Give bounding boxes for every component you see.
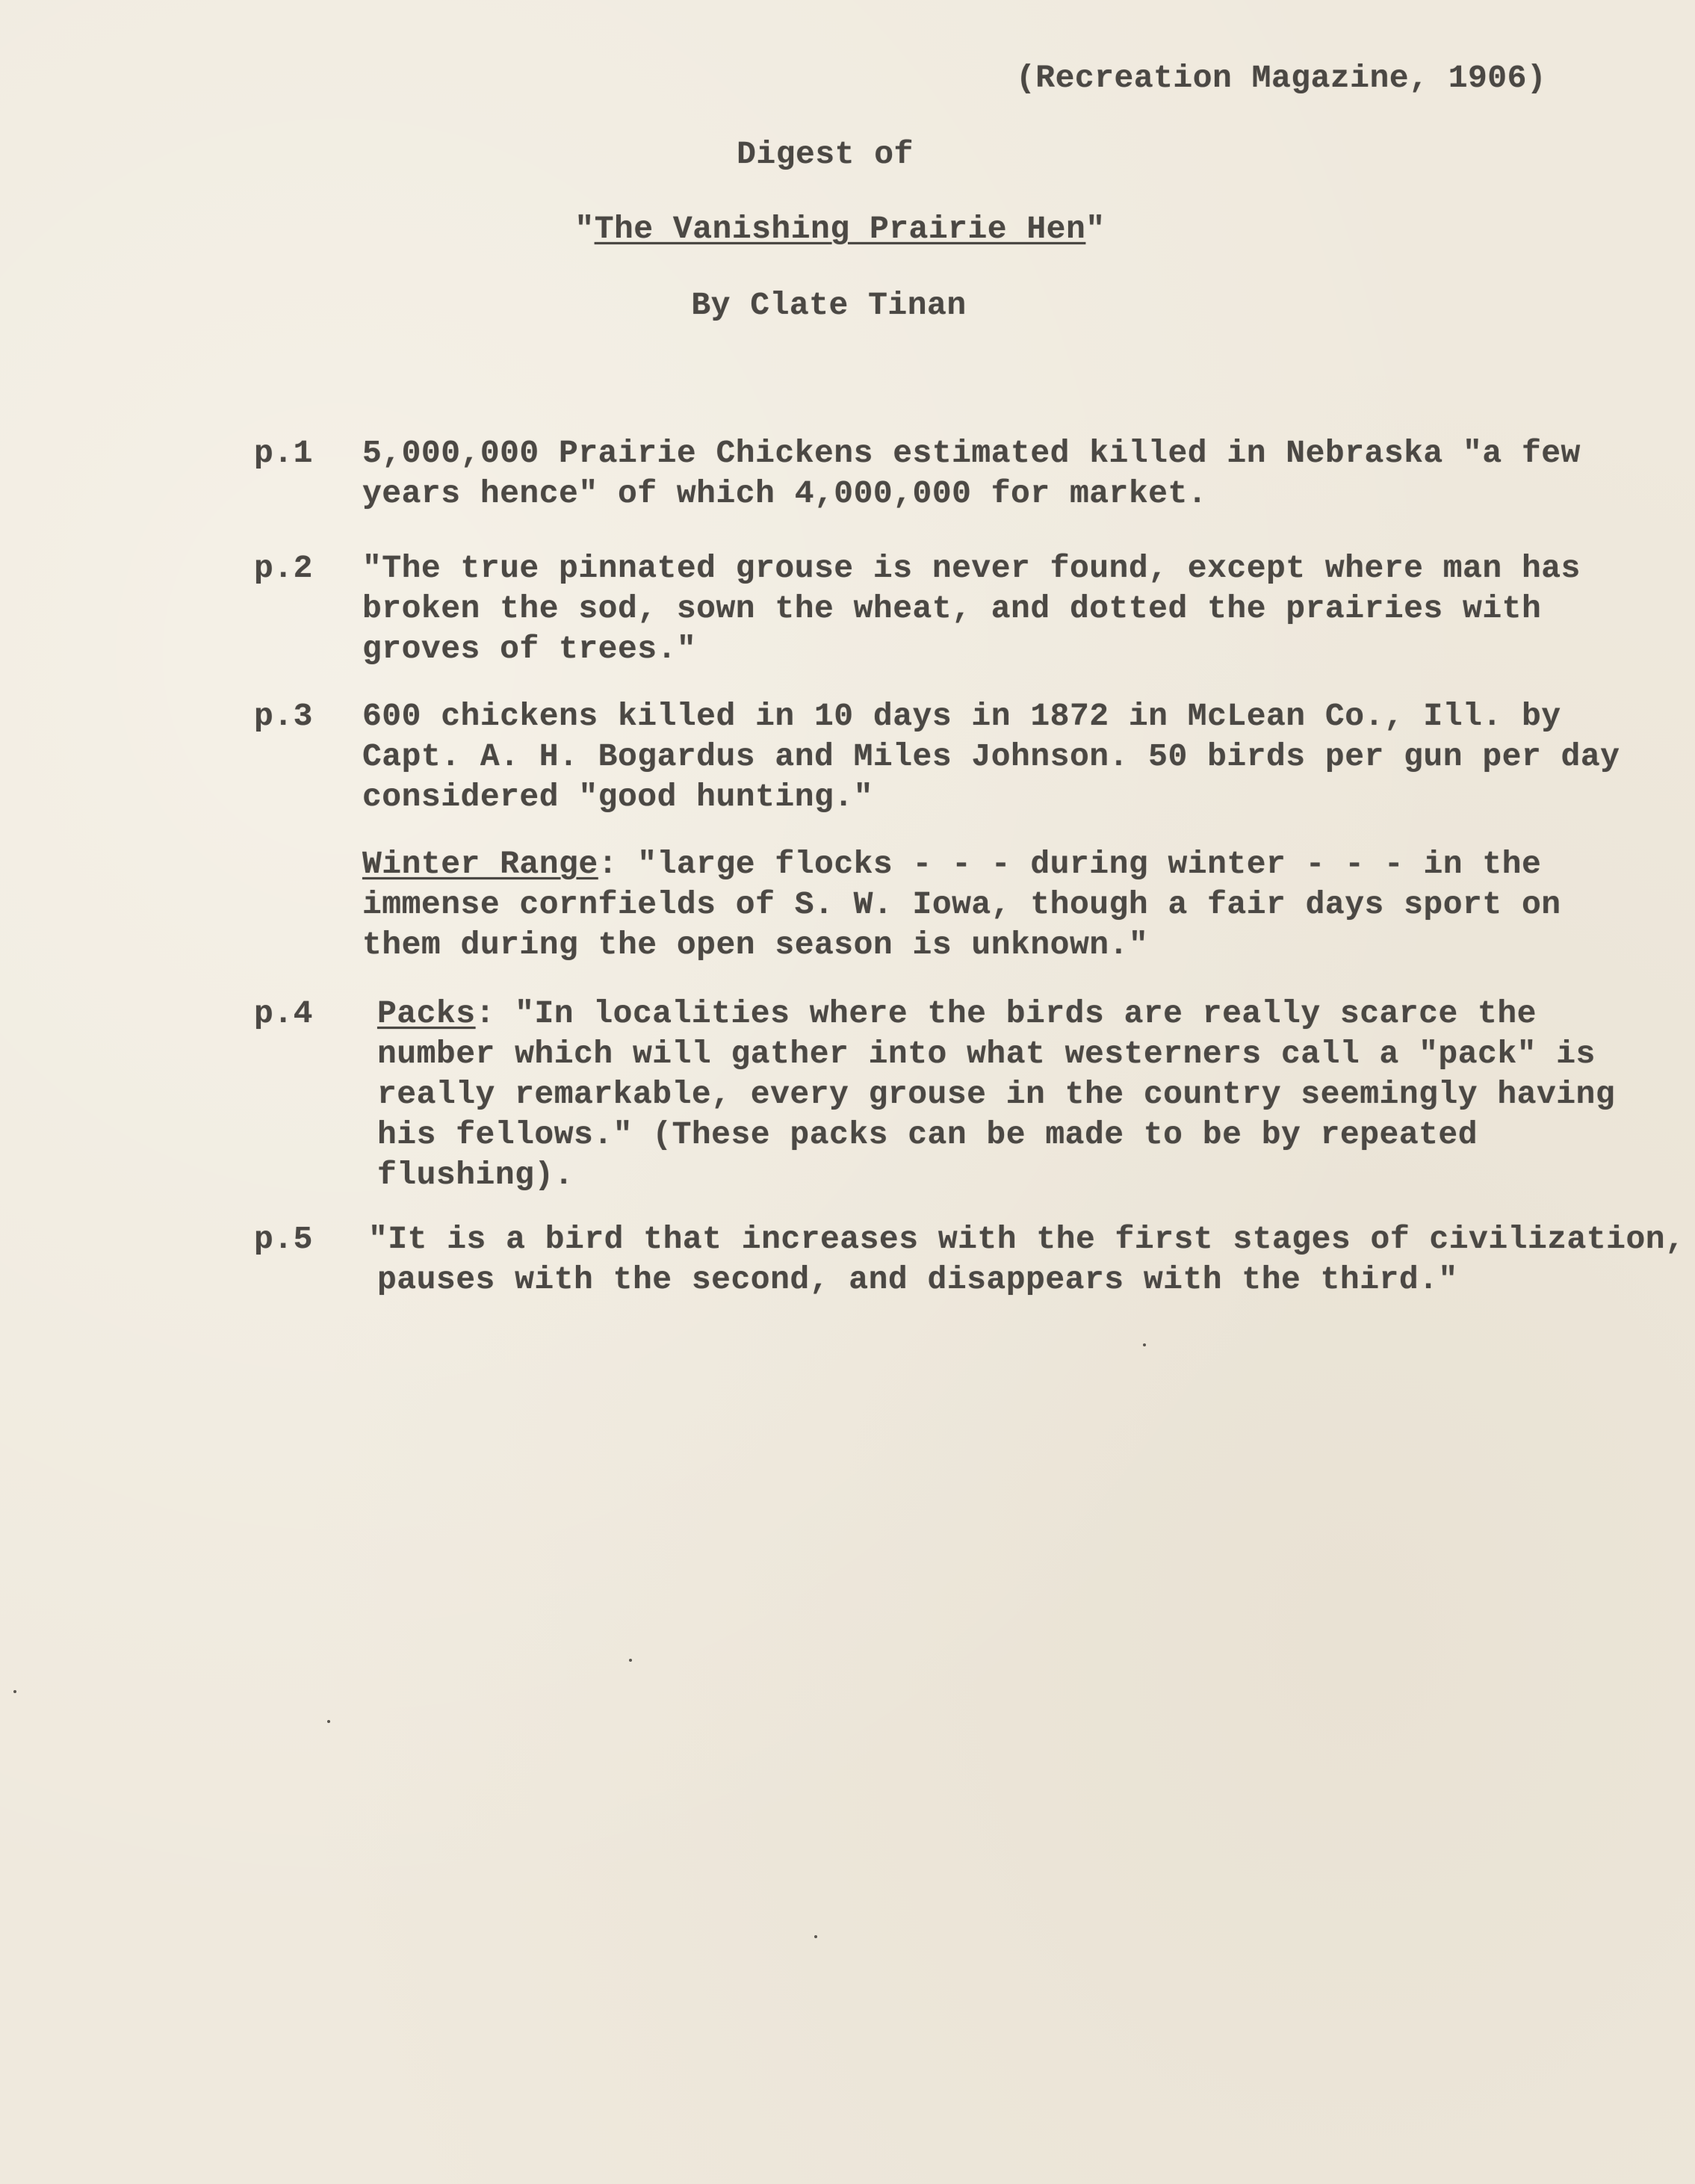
entry-line: considered "good hunting." <box>362 779 873 815</box>
paper-speck <box>629 1659 632 1662</box>
page-reference: p.3 <box>254 698 313 734</box>
winter-range-heading: Winter Range <box>362 846 598 882</box>
entry-line <box>362 844 1662 885</box>
entry-text <box>377 994 1677 1195</box>
heading-separator: : <box>475 995 495 1032</box>
entry-line: groves of trees." <box>362 631 697 667</box>
entry-line-rest: "large flocks - - - during winter - - - in the <box>617 846 1542 882</box>
paper-speck <box>327 1720 330 1723</box>
page-reference: p.2 <box>254 550 313 587</box>
entry-text <box>362 696 1662 817</box>
entry-line: "The true pinnated grouse is never found, except where man has <box>362 550 1581 587</box>
entry-text <box>368 1219 1685 1300</box>
source-citation: (Recreation Magazine, 1906) <box>1016 60 1547 96</box>
page-reference: p.4 <box>254 995 313 1032</box>
article-title <box>0 209 1688 250</box>
entry-line: immense cornfields of S. W. Iowa, though a fair days sport on <box>362 886 1561 923</box>
title-open-quote: " <box>574 211 595 247</box>
digest-heading: Digest of <box>737 136 914 173</box>
title-close-quote: " <box>1085 211 1106 247</box>
entry-line: 600 chickens killed in 10 days in 1872 in McLean Co., Ill. by <box>362 698 1561 734</box>
page-reference: p.1 <box>254 435 313 471</box>
entry-line: Capt. A. H. Bogardus and Miles Johnson. 50 birds per gun per day <box>362 738 1620 775</box>
entry-line: pauses with the second, and disappears with the third." <box>377 1261 1458 1298</box>
entry-line: 5,000,000 Prairie Chickens estimated killed in Nebraska "a few <box>362 435 1581 471</box>
entry-line: them during the open season is unknown." <box>362 927 1149 963</box>
entry-line <box>377 994 1677 1034</box>
heading-separator: : <box>598 846 618 882</box>
paper-speck <box>814 1935 817 1938</box>
page-reference: p.5 <box>254 1221 313 1257</box>
entry-text <box>362 433 1662 514</box>
entry-text <box>362 548 1662 669</box>
packs-heading: Packs <box>377 995 476 1032</box>
entry-line: really remarkable, every grouse in the country seemingly having <box>377 1076 1616 1113</box>
entry-line: broken the sod, sown the wheat, and dotted the prairies with <box>362 590 1542 627</box>
entry-line: flushing). <box>377 1157 574 1193</box>
paper-speck <box>13 1690 16 1693</box>
author-line: By Clate Tinan <box>691 287 967 324</box>
entry-line: his fellows." (These packs can be made to be by repeated <box>377 1116 1478 1153</box>
paper-speck <box>1143 1343 1146 1346</box>
entry-line: number which will gather into what westerners call a "pack" is <box>377 1036 1596 1072</box>
entry-text <box>362 844 1662 965</box>
entry-line-rest: "In localities where the birds are really scarce the <box>495 995 1537 1032</box>
entry-line: years hence" of which 4,000,000 for market. <box>362 475 1208 512</box>
entry-line: "It is a bird that increases with the first stages of civilization, <box>368 1221 1685 1257</box>
title-text: The Vanishing Prairie Hen <box>594 211 1086 247</box>
